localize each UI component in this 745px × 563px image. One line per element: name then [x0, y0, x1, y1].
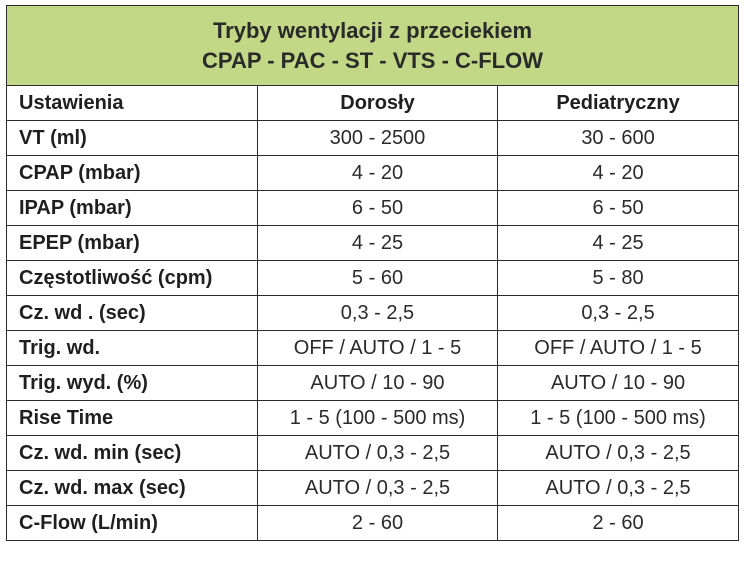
table-row [7, 436, 739, 471]
column-header-pediatric: Pediatryczny [498, 86, 739, 121]
table-row [7, 471, 739, 506]
pediatric-value: AUTO / 0,3 - 2,5 [498, 436, 739, 471]
table-row [7, 226, 739, 261]
table-body [7, 121, 739, 541]
settings-table-container [6, 5, 738, 541]
adult-value: AUTO / 0,3 - 2,5 [258, 471, 498, 506]
table-row [7, 121, 739, 156]
ventilation-settings-table [6, 5, 739, 541]
setting-label: Cz. wd. min (sec) [7, 436, 258, 471]
table-title [7, 6, 739, 86]
pediatric-value: OFF / AUTO / 1 - 5 [498, 331, 739, 366]
table-row [7, 261, 739, 296]
pediatric-value: 6 - 50 [498, 191, 739, 226]
adult-value: 1 - 5 (100 - 500 ms) [258, 401, 498, 436]
pediatric-value: 4 - 20 [498, 156, 739, 191]
setting-label: CPAP (mbar) [7, 156, 258, 191]
setting-label: Częstotliwość (cpm) [7, 261, 258, 296]
table-row [7, 296, 739, 331]
adult-value: 300 - 2500 [258, 121, 498, 156]
pediatric-value: 1 - 5 (100 - 500 ms) [498, 401, 739, 436]
setting-label: Cz. wd. max (sec) [7, 471, 258, 506]
table-row [7, 156, 739, 191]
table-row [7, 366, 739, 401]
adult-value: 4 - 25 [258, 226, 498, 261]
pediatric-value: 0,3 - 2,5 [498, 296, 739, 331]
adult-value: AUTO / 0,3 - 2,5 [258, 436, 498, 471]
pediatric-value: 2 - 60 [498, 506, 739, 541]
adult-value: 5 - 60 [258, 261, 498, 296]
pediatric-value: 5 - 80 [498, 261, 739, 296]
pediatric-value: AUTO / 0,3 - 2,5 [498, 471, 739, 506]
setting-label: IPAP (mbar) [7, 191, 258, 226]
adult-value: OFF / AUTO / 1 - 5 [258, 331, 498, 366]
setting-label: Trig. wd. [7, 331, 258, 366]
table-title-line-1: Tryby wentylacji z przeciekiem [212, 17, 533, 43]
adult-value: 2 - 60 [258, 506, 498, 541]
table-title-line-2: CPAP - PAC - ST - VTS - C-FLOW [202, 47, 543, 73]
setting-label: Cz. wd . (sec) [7, 296, 258, 331]
adult-value: 4 - 20 [258, 156, 498, 191]
adult-value: 6 - 50 [258, 191, 498, 226]
column-header-settings: Ustawienia [7, 86, 258, 121]
adult-value: AUTO / 10 - 90 [258, 366, 498, 401]
adult-value: 0,3 - 2,5 [258, 296, 498, 331]
table-row [7, 401, 739, 436]
pediatric-value: AUTO / 10 - 90 [498, 366, 739, 401]
setting-label: Trig. wyd. (%) [7, 366, 258, 401]
table-row [7, 191, 739, 226]
table-row [7, 331, 739, 366]
setting-label: Rise Time [7, 401, 258, 436]
column-header-adult: Dorosły [258, 86, 498, 121]
title-row [7, 6, 739, 86]
setting-label: C-Flow (L/min) [7, 506, 258, 541]
setting-label: EPEP (mbar) [7, 226, 258, 261]
pediatric-value: 4 - 25 [498, 226, 739, 261]
table-row [7, 506, 739, 541]
column-header-row [7, 86, 739, 121]
setting-label: VT (ml) [7, 121, 258, 156]
pediatric-value: 30 - 600 [498, 121, 739, 156]
